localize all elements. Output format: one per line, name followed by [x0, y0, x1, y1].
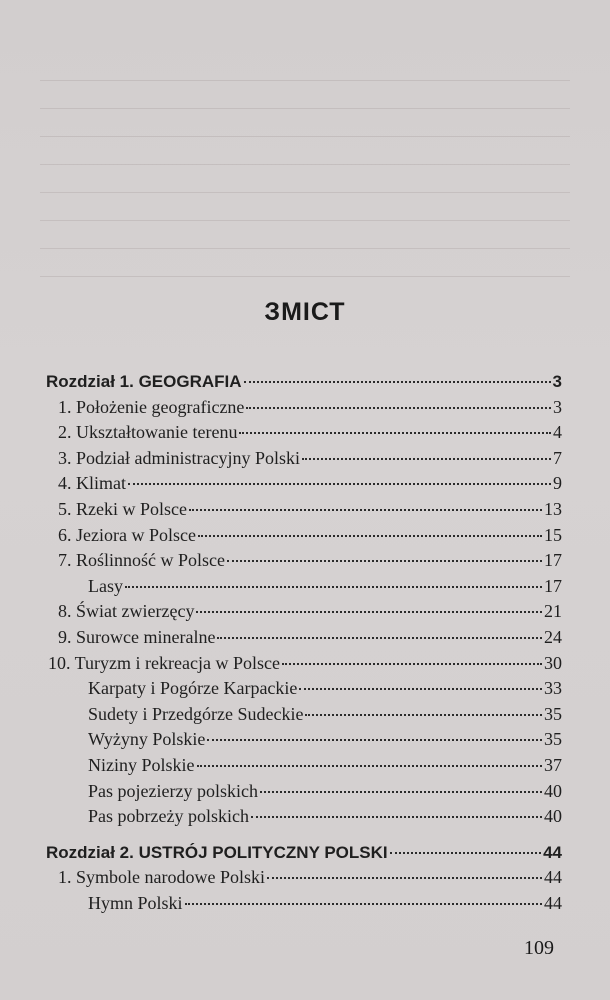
toc-item-label: 10. Turyzm i rekreacja w Polsce: [48, 652, 280, 673]
toc-subitem[interactable]: [46, 891, 562, 917]
toc-item-page: 17: [544, 575, 562, 596]
chapter-page: 44: [543, 842, 562, 862]
toc-item-label: Lasy: [88, 575, 123, 596]
toc-item-label: Karpaty i Pogórze Karpackie: [88, 678, 298, 699]
toc-item[interactable]: [46, 625, 562, 651]
toc-item[interactable]: [46, 548, 562, 574]
toc-item-page: 37: [544, 754, 562, 775]
dot-leader: [198, 535, 542, 537]
table-of-contents: [46, 369, 562, 916]
toc-item-page: 9: [553, 473, 562, 494]
toc-item[interactable]: [46, 523, 562, 549]
toc-item-label: 7. Roślinność w Polsce: [58, 550, 226, 571]
dot-leader: [189, 509, 542, 511]
dot-leader: [260, 791, 542, 793]
dot-leader: [299, 688, 542, 690]
toc-item[interactable]: [46, 651, 562, 677]
toc-item-page: 4: [553, 422, 562, 443]
dot-leader: [251, 816, 542, 818]
dot-leader: [239, 432, 551, 434]
toc-item-page: 3: [553, 396, 562, 417]
toc-subitem[interactable]: [46, 727, 562, 753]
toc-item-label: Wyżyny Polskie: [88, 729, 206, 750]
toc-item-page: 40: [544, 780, 562, 801]
dot-leader: [305, 714, 542, 716]
toc-item-page: 35: [544, 703, 562, 724]
toc-item-label: 8. Świat zwierzęcy: [58, 601, 195, 622]
toc-item[interactable]: [46, 471, 562, 497]
toc-item-page: 21: [544, 601, 562, 622]
toc-item[interactable]: [46, 865, 562, 891]
toc-item-page: 17: [544, 550, 562, 571]
toc-item-label: 2. Ukształtowanie terenu: [58, 422, 238, 443]
toc-item-page: 13: [544, 498, 562, 519]
toc-item-page: 40: [544, 806, 562, 827]
dot-leader: [217, 637, 542, 639]
toc-item-label: Hymn Polski: [88, 892, 183, 913]
toc-item-page: 15: [544, 524, 562, 545]
toc-item-label: 4. Klimat: [58, 473, 126, 494]
dot-leader: [128, 483, 551, 485]
chapter-title: Rozdział 2. USTRÓJ POLITYCZNY POLSKI: [46, 842, 388, 862]
chapter-title: Rozdział 1. GEOGRAFIA: [46, 372, 242, 391]
page-title: ЗМІСТ: [264, 298, 346, 326]
toc-item-page: 33: [544, 678, 562, 699]
dot-leader: [244, 381, 551, 383]
toc-item-label: 1. Położenie geograficzne: [58, 396, 245, 417]
toc-subitem[interactable]: [46, 574, 562, 600]
toc-item[interactable]: [46, 599, 562, 625]
toc-item[interactable]: [46, 446, 562, 472]
toc-item[interactable]: [46, 395, 562, 421]
toc-item-page: 7: [553, 447, 562, 468]
toc-item-label: 3. Podział administracyjny Polski: [58, 447, 300, 468]
dot-leader: [185, 903, 542, 905]
toc-item-label: Sudety i Przedgórze Sudeckie: [88, 703, 304, 724]
toc-item[interactable]: [46, 497, 562, 523]
chapter-gap: [46, 830, 562, 840]
chapter-page: 3: [552, 372, 562, 391]
dot-leader: [302, 458, 551, 460]
toc-item-label: 1. Symbole narodowe Polski: [58, 867, 265, 888]
page-number: 109: [524, 937, 554, 959]
toc-item-label: Niziny Polskie: [88, 754, 195, 775]
dot-leader: [196, 611, 542, 613]
toc-item-label: 6. Jeziora w Polsce: [58, 524, 196, 545]
dot-leader: [390, 852, 541, 854]
toc-item-label: Pas pobrzeży polskich: [88, 806, 249, 827]
toc-item-label: 5. Rzeki w Polsce: [58, 498, 187, 519]
toc-item-page: 35: [544, 729, 562, 750]
toc-item[interactable]: [46, 420, 562, 446]
dot-leader: [267, 877, 542, 879]
dot-leader: [125, 586, 542, 588]
dot-leader: [282, 663, 542, 665]
toc-subitem[interactable]: [46, 753, 562, 779]
toc-item-page: 44: [544, 892, 562, 913]
toc-item-page: 44: [544, 867, 562, 888]
dot-leader: [197, 765, 543, 767]
toc-item-label: Pas pojezierzy polskich: [88, 780, 258, 801]
dot-leader: [227, 560, 542, 562]
toc-item-page: 24: [544, 626, 562, 647]
toc-item-label: 9. Surowce mineralne: [58, 626, 216, 647]
toc-chapter[interactable]: [46, 369, 562, 395]
toc-subitem[interactable]: [46, 804, 562, 830]
toc-item-page: 30: [544, 652, 562, 673]
toc-subitem[interactable]: [46, 779, 562, 805]
toc-subitem[interactable]: [46, 676, 562, 702]
dot-leader: [207, 739, 542, 741]
toc-chapter[interactable]: [46, 840, 562, 866]
dot-leader: [246, 407, 551, 409]
toc-subitem[interactable]: [46, 702, 562, 728]
